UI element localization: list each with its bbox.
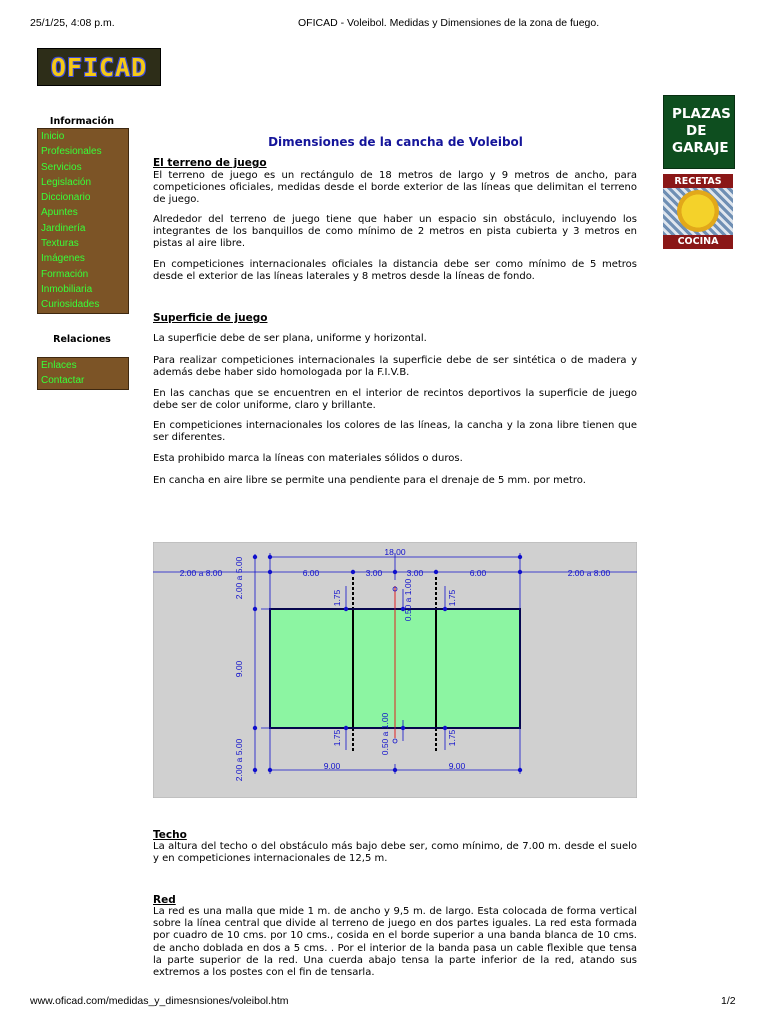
sidebar-item-legislacion[interactable]: Legislación bbox=[41, 176, 92, 188]
ad-plazas-word: PLAZAS bbox=[672, 106, 731, 122]
ad-recetas-cocina[interactable] bbox=[663, 174, 733, 249]
dim-tick bbox=[518, 555, 522, 559]
ad-recetas-image bbox=[663, 188, 733, 235]
paragraph: El terreno de juego es un rectángulo de 18 metros de largo y 9 metros de ancho, para competiciones oficiales, medidas desde el borde exterior de las líneas que delimitan el terreno de juego. bbox=[153, 170, 637, 206]
sidebar-item-diccionario[interactable]: Diccionario bbox=[41, 192, 91, 204]
print-url: www.oficad.com/medidas_y_dimesnsiones/voleibol.htm bbox=[30, 995, 289, 1007]
section-heading-terreno: El terreno de juego bbox=[153, 157, 267, 169]
dim-tick bbox=[393, 768, 397, 772]
paragraph: En competiciones internacionales los colores de las líneas, la cancha y la zona libre tienen que ser diferentes. bbox=[153, 420, 637, 444]
dim-tick bbox=[344, 726, 348, 730]
paragraph: En las canchas que se encuentren en el interior de recintos deportivos la superficie de juego debe ser de color uniforme, claro y brillante. bbox=[153, 388, 637, 412]
dim-back-zone-left: 6.00 bbox=[302, 568, 320, 578]
paragraph: Esta prohibido marca la líneas con materiales sólidos o duros. bbox=[153, 453, 463, 464]
sidebar-item-contactar[interactable]: Contactar bbox=[41, 375, 85, 387]
dim-half-right: 9.00 bbox=[448, 761, 466, 771]
paragraph: En competiciones internacionales oficiales la distancia debe ser como mínimo de 5 metros desde el exterior de las líneas laterales y 8 metros desde la líneas de fondo. bbox=[153, 259, 637, 283]
dim-tick bbox=[344, 607, 348, 611]
dim-tick bbox=[268, 555, 272, 559]
sidebar-item-inmobiliaria[interactable]: Inmobiliaria bbox=[41, 283, 93, 295]
logo-text: OFICAD bbox=[50, 52, 148, 82]
section-heading-red: Red bbox=[153, 894, 176, 906]
dim-free-zone-right: 2.00 a 8.00 bbox=[567, 568, 611, 578]
sidebar-item-curiosidades[interactable]: Curiosidades bbox=[41, 299, 100, 311]
dim-width: 9.00 bbox=[234, 660, 244, 678]
dim-back-zone-right: 6.00 bbox=[469, 568, 487, 578]
dim-post-bl: 1.75 bbox=[332, 729, 342, 747]
dim-post-tr: 1.75 bbox=[447, 589, 457, 607]
sidebar-relations-menu bbox=[37, 357, 129, 390]
dim-post-br: 1.75 bbox=[447, 729, 457, 747]
dim-tick bbox=[268, 768, 272, 772]
page-title: Dimensiones de la cancha de Voleibol bbox=[268, 135, 523, 149]
print-title: OFICAD - Voleibol. Medidas y Dimensiones de la zona de fuego. bbox=[298, 17, 600, 29]
ad-plazas-word: GARAJE bbox=[672, 140, 729, 156]
sidebar-item-jardineria[interactable]: Jardinería bbox=[41, 222, 86, 234]
ad-cocina-label: COCINA bbox=[677, 236, 719, 247]
dim-net-post-top: 0.50 a 1.00 bbox=[403, 578, 413, 622]
dim-tick bbox=[401, 726, 405, 730]
dim-side-bottom: 2.00 a 5.00 bbox=[234, 738, 244, 782]
dim-tick bbox=[393, 570, 397, 574]
dim-tick bbox=[443, 607, 447, 611]
print-date: 25/1/25, 4:08 p.m. bbox=[30, 17, 115, 29]
dim-tick bbox=[434, 570, 438, 574]
ad-plazas-garaje[interactable] bbox=[663, 95, 735, 169]
sidebar-item-enlaces[interactable]: Enlaces bbox=[41, 360, 77, 371]
paragraph: Alrededor del terreno de juego tiene que haber un espacio sin obstáculo, incluyendo los integrantes de los banquillos de como mínimo de 2 metros en pista cubierta y 3 metros en pistas al aire libre. bbox=[153, 214, 637, 250]
ad-plazas-word: DE bbox=[686, 123, 707, 139]
paragraph: La red es una malla que mide 1 m. de ancho y 9,5 m. de largo. Esta colocada de forma vertical sobre la línea central que divide al terreno de juego en dos partes iguales. La red esta formada por cuadro de 10 cms. por 10 cms., cosida en el borde superior a una banda blanca de 10 cms. de ancho doblada en dos a 5 cms. . Por el interior de la banda pasa un cable flexible que tensa la parte superior de la red. Una cuerda abajo tensa la parte inferior de la red, atando sus extremos a los postes con el fin de tensarla. bbox=[153, 906, 637, 979]
dim-tick bbox=[253, 607, 257, 611]
sidebar-relations-heading: Relaciones bbox=[53, 334, 111, 345]
dim-tick bbox=[268, 570, 272, 574]
sidebar-item-texturas[interactable]: Texturas bbox=[41, 238, 79, 250]
dim-attack-right: 3.00 bbox=[406, 568, 424, 578]
sidebar-item-inicio[interactable]: Inicio bbox=[41, 131, 65, 142]
sidebar-info-menu bbox=[37, 128, 129, 314]
dim-post-tl: 1.75 bbox=[332, 589, 342, 607]
print-page-number: 1/2 bbox=[721, 995, 736, 1007]
dim-half-left: 9.00 bbox=[323, 761, 341, 771]
sidebar-item-servicios[interactable]: Servicios bbox=[41, 161, 82, 173]
dim-tick bbox=[253, 768, 257, 772]
sidebar-item-apuntes[interactable]: Apuntes bbox=[41, 207, 78, 219]
dim-net-post-bottom: 0.50 a 1.00 bbox=[380, 712, 390, 756]
dim-attack-left: 3.00 bbox=[365, 568, 383, 578]
dim-tick bbox=[443, 726, 447, 730]
paragraph: En cancha en aire libre se permite una pendiente para el drenaje de 5 mm. por metro. bbox=[153, 475, 586, 486]
dim-tick bbox=[518, 768, 522, 772]
section-heading-superficie: Superficie de juego bbox=[153, 312, 268, 324]
oficad-logo[interactable] bbox=[37, 48, 161, 86]
dim-tick bbox=[518, 570, 522, 574]
dim-tick bbox=[253, 555, 257, 559]
dim-side-top: 2.00 a 5.00 bbox=[234, 556, 244, 600]
court-diagram bbox=[153, 542, 637, 798]
sidebar-item-profesionales[interactable]: Profesionales bbox=[41, 146, 102, 158]
paragraph: La altura del techo o del obstáculo más bajo debe ser, como mínimo, de 7.00 m. desde el suelo y en competiciones internacionales de 12,5 m. bbox=[153, 841, 637, 865]
section-heading-techo: Techo bbox=[153, 829, 187, 841]
pizza-icon bbox=[677, 190, 719, 232]
dim-tick bbox=[253, 726, 257, 730]
dim-free-zone-left: 2.00 a 8.00 bbox=[179, 568, 223, 578]
paragraph: La superficie debe de ser plana, uniforme y horizontal. bbox=[153, 333, 427, 344]
sidebar-info-heading: Información bbox=[49, 116, 115, 127]
sidebar-item-formacion[interactable]: Formación bbox=[41, 268, 89, 280]
dim-tick bbox=[351, 570, 355, 574]
paragraph: Para realizar competiciones internacionales la superficie debe de ser sintética o de madera y además debe haber sido homologada por la F.I.V.B. bbox=[153, 355, 637, 379]
dim-total-length: 18.00 bbox=[384, 547, 406, 557]
ad-recetas-label: RECETAS bbox=[674, 176, 722, 187]
sidebar-item-imagenes[interactable]: Imágenes bbox=[41, 253, 85, 265]
